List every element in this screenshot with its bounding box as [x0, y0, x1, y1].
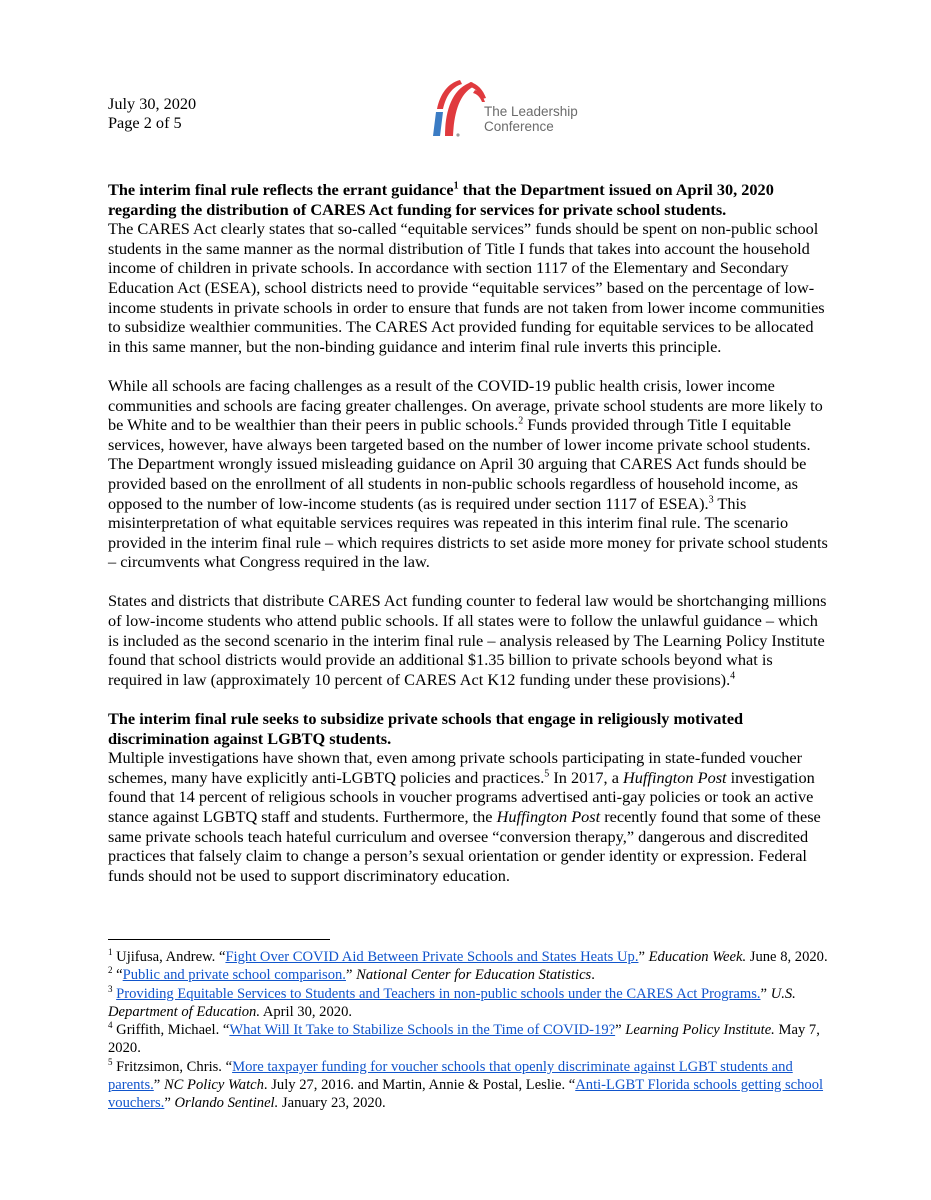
text-run: . [591, 967, 595, 984]
text-run: In 2017, a [549, 767, 623, 787]
footnote [108, 985, 830, 1022]
footnote [108, 948, 830, 966]
text-run: January 23, 2020. [278, 1095, 386, 1112]
text-run: While all schools are facing challenges as a result of the COVID-19 public health crisis, lower income communities and schools are facing greater challenges. On average, private school students are more likely to be White and to be wealthier than their peers in public schools. [108, 375, 823, 435]
text-run: U.S. Department of Education. [108, 985, 796, 1020]
text-run: NC Policy Watch [163, 1077, 264, 1094]
footnote-ref: 3 [108, 983, 113, 994]
text-run: Ujifusa, Andrew. “ [112, 949, 226, 965]
logo-line1: The Leadership [484, 104, 578, 119]
text-run: ” [164, 1095, 175, 1112]
text-run: investigation found that 14 percent of religious schools in voucher programs advertised anti-gay policies or took an active stance against LGBTQ staff and students. Furthermore, the [108, 767, 815, 826]
paragraph [108, 219, 830, 356]
footnote [108, 966, 830, 984]
footnote-divider [108, 939, 330, 940]
text-run: The interim final rule reflects the errant guidance [108, 180, 454, 199]
footnote-ref: 4 [730, 670, 736, 682]
letter-header [108, 94, 196, 132]
text-run: recently found that some of these same private schools teach hateful curriculum and oversee “conversion therapy,” dangerous and discredited practices that falsely claim to change a person’s sexual orientation or gender identity or expression. Federal funds should not be used to support discriminatory education. [108, 807, 821, 885]
text-run: Funds provided through Title I equitable services, however, have always been targeted based on the number of lower income private school students. The Department wrongly issued misleading guidance on April 30 arguing that CARES Act funds should be provided based on the enrollment of all students in non-public schools regardless of household income, as opposed to the number of low-income students (as is required under section 1117 of ESEA). [108, 415, 811, 513]
text-run: May 7, 2020. [108, 1022, 820, 1057]
citation-link[interactable]: Public and private school comparison. [122, 967, 346, 984]
text-run: National Center for Education Statistics [356, 967, 592, 984]
paragraph [108, 748, 830, 885]
logo-line2: Conference [484, 119, 554, 134]
text-run: This misinterpretation of what equitable services requires was repeated in this interim final rule. The scenario provided in the interim final rule – which requires districts to set aside more money for private school students – circumvents what Congress required in the law. [108, 493, 828, 572]
text-run: . July 27, 2016. and Martin, Annie & Postal, Leslie. “ [263, 1077, 576, 1094]
text-run: States and districts that distribute CARES Act funding counter to federal law would be shortchanging millions of low-income students who attend public schools. If all states were to follow the unlawful guidance – which is included as the second scenario in the interim final rule – analysis released by The Learning Policy Institute found that school districts would provide an additional $1.35 billion to private schools beyond what is required in law (approximately 10 percent of CARES Act K12 funding under these provisions). [108, 591, 827, 689]
footnote-ref: 5 [544, 768, 550, 780]
citation-link[interactable]: Anti-LGBT Florida schools getting school vouchers. [108, 1077, 824, 1112]
footnote-ref: 3 [708, 494, 714, 506]
text-run: Huffington Post [623, 767, 727, 787]
text-run: ” [153, 1077, 164, 1094]
citation-link[interactable]: What Will It Take to Stabilize Schools in the Time of COVID-19? [229, 1022, 616, 1039]
text-run: June 8, 2020. [746, 949, 828, 965]
text-run: The CARES Act clearly states that so-called “equitable services” funds should be spent on non-public school students in the same manner as the normal distribution of Title I funds that takes into account the household income of children in private schools. In accordance with section 1117 of the Elementary and Secondary Education Act (ESEA), school districts need to provide “equitable services” based on the percentage of low-income students in private schools in order to ensure that funds are not taken from lower income communities to subsidize wealthier communities. The CARES Act provided funding for equitable services to be allocated in this same manner, but the non-binding guidance and interim final rule inverts this principle. [108, 219, 825, 356]
section-heading [108, 180, 830, 219]
citation-link[interactable]: Fight Over COVID Aid Between Private Schools and States Heats Up. [225, 949, 639, 965]
text-run: ” [345, 967, 357, 984]
text-run: Orlando Sentinel. [174, 1095, 279, 1112]
footnote-ref: 1 [453, 180, 459, 192]
text-run: Huffington Post [496, 807, 601, 826]
text-run: Learning Policy Institute. [625, 1022, 775, 1039]
text-run: “ [112, 967, 123, 984]
section-heading [108, 709, 830, 748]
footnote-ref: 2 [518, 415, 524, 427]
paragraph [108, 591, 830, 689]
text-run: Fritzsimon, Chris. “ [112, 1058, 233, 1075]
text-run: that the Department issued on April 30, 2020 regarding the distribution of CARES Act funding for services for private school students. [108, 180, 774, 219]
citation-link[interactable]: More taxpayer funding for voucher schools that openly discriminate against LGBT students and parents. [108, 1058, 793, 1094]
text-run: Education Week. [648, 949, 747, 965]
text-run: April 30, 2020. [260, 1003, 353, 1020]
footnote-ref: 2 [108, 965, 113, 976]
footnote [108, 1058, 830, 1113]
text-run: Griffith, Michael. “ [112, 1022, 230, 1039]
letter-body [108, 180, 830, 905]
page-number: Page 2 of 5 [108, 113, 182, 132]
logo-text [484, 104, 578, 134]
leadership-conference-logo [430, 76, 590, 138]
paragraph [108, 376, 830, 572]
footnote [108, 1021, 830, 1058]
text-run: The interim final rule seeks to subsidize private schools that engage in religiously motivated discrimination against LGBTQ students. [108, 709, 744, 748]
footnotes [108, 948, 830, 1113]
citation-link[interactable]: Providing Equitable Services to Students and Teachers in non-public schools under the CARES Act Programs. [116, 985, 761, 1002]
text-run: Multiple investigations have shown that, even among private schools participating in state-funded voucher schemes, many have explicitly anti-LGBTQ policies and practices. [108, 748, 803, 787]
footnote-ref: 4 [108, 1020, 113, 1031]
arch-logo-icon [430, 76, 490, 138]
text-run: ” [638, 949, 649, 965]
footnote-ref: 5 [108, 1056, 113, 1067]
date: July 30, 2020 [108, 94, 197, 113]
footnote-ref: 1 [108, 947, 113, 958]
text-run: ” [760, 985, 771, 1002]
text-run: ” [615, 1022, 626, 1039]
